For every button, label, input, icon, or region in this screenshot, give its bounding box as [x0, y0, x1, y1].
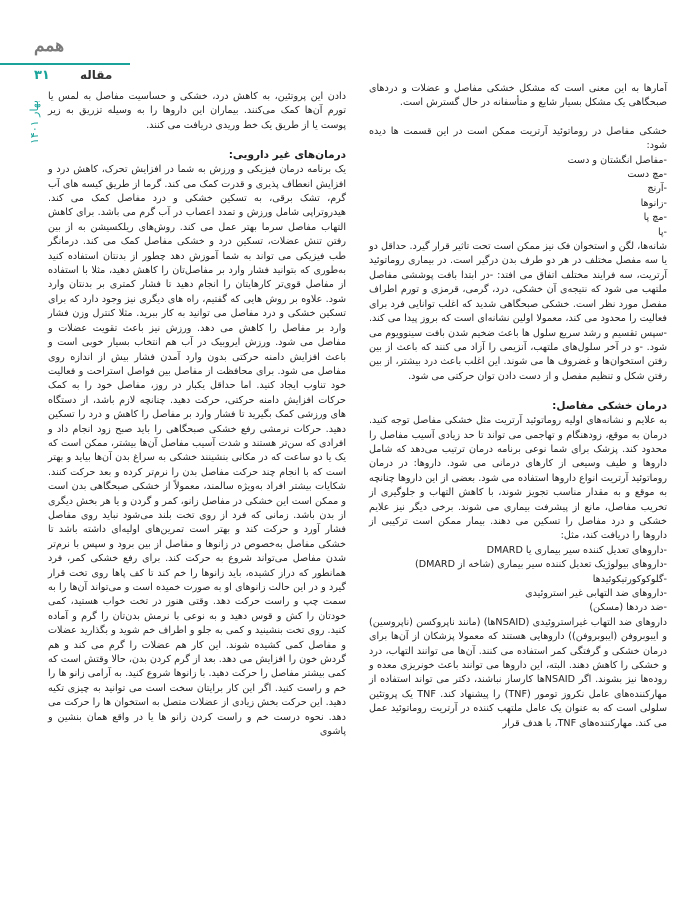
issue-label: بهار ۱۴۰۱: [28, 100, 41, 144]
site-item: -مچ دست: [627, 169, 667, 181]
right-column: [369, 82, 667, 731]
section-label: مقاله: [80, 68, 113, 82]
sites-body: شانه‌ها، لگن و استخوان فک نیز ممکن است تحت تاثیر قرار گیرد. حداقل دو یا سه مفصل مختلف در هر دو طرف بدن درگیر است. در بیماری روماتوئید آرتریت، سه فرایند مختلف اتفاق می افتد: -در ابتدا بافت پوششی مفاصل ملتهب می شود که نتیجه‌ی آن خشکی، درد، گرمی، قرمزی و تورم اطراف مفصل مورد نظر است. خشکی صبحگاهی شدید که اغلب توانایی فرد برای فعالیت را محدود می کند، معمولا اولین نشانه‌ای است که بروز پیدا می کند. -سپس تقسیم و رشد سریع سلول ها باعث ضخیم شدن بافت سینوویوم می شود. -و در آخر سلول‌های ملتهب، آنزیمی را آزاد می کنند که باعث از بین رفتن استخوان‌ها و غضروف ها می شوند. این اغلب باعث درد بیشتر، از بین رفتن شکل و تنظیم مفصل و از دست دادن توان حرکتی می شود.: [369, 241, 667, 382]
page-number: ۳۱: [34, 68, 50, 83]
treatment-intro: به علایم و نشانه‌های اولیه روماتوئید آرتریت مثل خشکی مفاصل توجه کنید. درمان به موقع، زودهنگام و تهاجمی می تواند تا حد زیادی آسیب مفاصل را محدود کند. پزشک برای شما نوعی برنامه درمان ترتیب می‌دهد که شامل داروها و طیف وسیعی از کارهای درمانی می شود. داروها: در درمان روماتوئید آرتریت انواع داروها استفاده می شود. بعضی از این داروها چنانچه به موقع و به مقدار مناسب تجویز شوند، با کاهش التهاب و جلوگیری از تخریب مفاصل، مانع از پیشرفت بیماری می شوند. برخی دیگر نیز علایم خشکی و درد مفاصل را تسکین می دهند. بیمار ممکن است ترکیبی از داروها را دریافت کند، مثل:: [369, 415, 667, 542]
site-item: -مچ پا: [643, 212, 667, 224]
drug-item: -گلوکوکورتیکوئیدها: [592, 573, 667, 585]
nondrug-heading: درمان‌های غیر دارویی:: [228, 149, 346, 162]
drug-item: -ضد دردها (مسکن): [589, 602, 667, 614]
header-rule: [0, 63, 130, 65]
site-item: -پا: [657, 226, 667, 238]
nondrug-body: یک برنامه درمان فیزیکی و ورزش به شما در افزایش تحرک، کاهش درد و افزایش انعطاف پذیری و قدرت کمک می کند. گرما از طریق کیسه های آب گرم، تشک برقی، به تسکین خشکی و درد مفاصل کمک می کند. هیدروتراپی شامل ورزش و تمدد اعصاب در آب گرم می باشد. برای کاهش التهاب مفاصل سرما بهتر عمل می کند. روش‌های ریلکسیشن به از بین رفتن تنش عضلات، تسکین درد و خشکی مفاصل کمک می کند. درمانگر طب فیزیکی می تواند به شما آموزش دهد چطور از بدنتان استفاده کنید به‌طوری که بتوانید فشار وارد بر مفاصل‌تان را کاهش دهید، مثلا با استفاده از مفاصل قوی‌تر کارهایتان را انجام دهید تا فشار کمتری بر بدنتان وارد شود. علاوه بر روش هایی که گفتیم، راه های دیگری نیز وجود دارد که برای تسکین خشکی و درد مفاصل می توانید به کار ببرید. مثلا کنترل وزن فشار وارد بر مفاصل را کاهش می دهد. ورزش نیز باعث تقویت عضلات و مفاصل می شود. ورزش ایروبیک در آب هم انتخاب بسیار خوبی است و باعث افزایش دامنه حرکتی بدون وارد آمدن فشار بیش از اندازه روی مفاصل می شود. برای محافظت از مفاصل بین فواصل استراحت و فعالیت خود تناوب ایجاد کنید. اما حداقل یکبار در روز، مفاصل خود را به کمک حرکات افزایش دامنه حرکتی، حرکت دهید. چنانچه لازم باشد، از دستگاه های ورزشی کمک بگیرید تا فشار وارد بر مفاصل را کاهش و درد را تسکین دهید. حرکات نرمشی رفع خشکی صبحگاهی را باید صبح زود انجام داد و افرادی که سن‌تر هستند و شدت آسیب مفاصل آن‌ها بیشتر، ممکن است که یک یا دو ساعت که در مکانی بنشینند خشکی به سراغ بدن آن‌ها بیاید و بهتر است که با انجام چند حرکت مفاصل بدن را نرم‌تر کرده و بعد حرکت کنند. شکایات بیشتر افراد به‌ویژه سالمند، معمولاً از خشکی صبحگاهی بدن است و ممکن است این خشکی در مفاصل زانو، کمر و گردن و یا هر بخش دیگری از بدن باشد. زمانی که فرد از روی تخت بلند می‌شود نباید روی مفاصل فشار آورد و حرکت کند و بهتر است تمرین‌های اولیه‌ای داشته باشد تا خشکی مفاصل به‌خصوص در زانوها و مفاصل از بین برود و سپس با نرم‌تر شدن مفاصل می‌تواند شروع به حرکت کند. برای رفع خشکی کمر، فرد همانطور که دراز کشیده، باید زانوها را خم کند تا کف پاها روی تخت قرار گیرد و در این حالت زانوهای او به صورت خمیده است و می‌تواند آن‌ها را به سمت چپ و راست حرکت دهد. وقتی هنوز در تخت خواب هستید، کمی خودتان را کش و قوس دهید و به نوعی با نرمش بدن‌تان را گرم و آماده کنید. روی تخت بنشینید و کمی به جلو و اطراف خم شوید و بگذارید عضلات و مفاصل کمی کشیده شوند. این کار هم عضلات را گرم می کند و هم گردش خون را افزایش می دهد. بعد از گرم کردن بدن، حالا وقتش است که کمی بیشتر مفاصل را حرکت دهید. با زانوها شروع کنید. به آرامی زانو ها را خم و راست کنید. اگر این کار برایتان سخت است می توانید به چیزی تکیه دهید. این حرکت بخش زیادی از عضلات متصل به استخوان ها را حرکت می دهد. نحوه درست خم و راست کردن زانو ها یا در واقع همان بنشین و پاشوی: [48, 164, 346, 738]
site-item: -آرنج: [647, 183, 667, 195]
drug-item: -داروهای بیولوژیک تعدیل کننده سیر بیماری (شاخه از DMARD): [414, 559, 667, 571]
left-column: [48, 90, 346, 739]
drug-item: -داروهای ضد التهابی غیر استروئیدی: [525, 588, 667, 599]
drug-item: -داروهای تعدیل کننده سیر بیماری یا DMARD: [486, 544, 667, 556]
sites-heading: خشکی مفاصل در روماتوئید آرتریت ممکن است در این قسمت ها دیده شود:: [369, 125, 667, 152]
site-item: -زانوها: [640, 197, 667, 209]
magazine-logo: همم: [33, 36, 65, 56]
site-item: -مفاصل انگشتان و دست: [567, 154, 667, 166]
continuation-paragraph: دادن این پروتئین، به کاهش درد، خشکی و حساسیت مفاصل به لمس یا تورم آن‌ها کمک می‌کنند. بیماران این داروها را به وسیله تزریق به زیر پوست یا از طریق یک خط وریدی دریافت می کنند.: [48, 91, 346, 131]
drugs-body: داروهای ضد التهاب غیراستروئیدی (NSAIDها) (مانند ناپروکسن (ناپروسین) و ایبوبروفن (ایبوبروفن)) داروهایی هستند که معمولا پزشکان از آن‌ها برای درمان خشکی و گرفتگی کمر استفاده می کنند. آن‌ها می توانند التهاب، درد و خشکی را کاهش دهند. البته، این داروها می توانند باعث خونریزی معده و روده‌ها نیز بشوند. اگر NSAIDها کارساز نباشند، دکتر می تواند استفاده از مهارکننده‌های عامل نکروز تومور (TNF) را پیشنهاد کند. TNF یک پروتئین سلولی است که به عنوان یک عامل ملتهب کننده در آرتریت روماتوئید عمل می کند. مهارکننده‌های TNF، با هدف قرار: [369, 616, 667, 729]
treatment-heading: درمان خشکی مفاصل:: [552, 400, 667, 413]
intro-paragraph: آمارها به این معنی است که مشکل خشکی مفاصل و عضلات و دردهای صبحگاهی یک مشکل بسیار شایع و متأسفانه در حال گسترش است.: [369, 83, 667, 109]
